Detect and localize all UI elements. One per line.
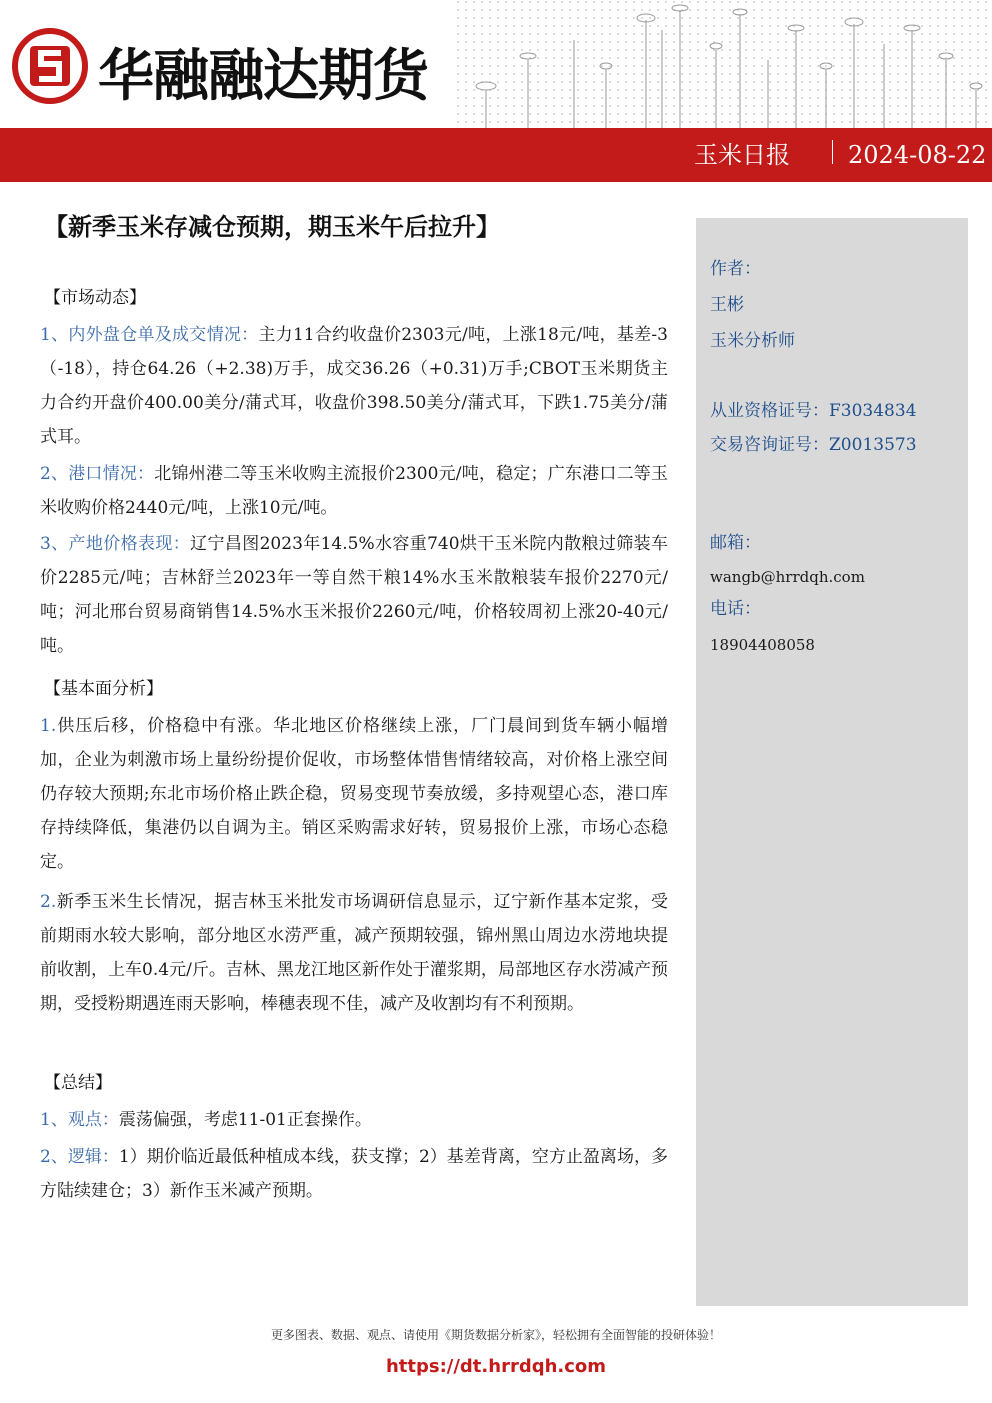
author-name: 王彬	[710, 295, 744, 315]
market-item-1	[40, 318, 668, 454]
footer-promo-text: 更多图表、数据、观点、请使用《期货数据分析家》，轻松拥有全面智能的投研体验！	[270, 1328, 721, 1342]
market-item-3-label: 3、产地价格表现：	[40, 534, 191, 554]
summary-item-2-text: 1）期价临近最低种植成本线，获支撑；2）基差背离，空方止盈离场，多方陆续建仓；3）新作玉米减产预期。	[40, 1147, 668, 1201]
phone-number: 18904408058	[710, 636, 815, 654]
fundamental-heading: 【基本面分析】	[44, 679, 163, 699]
footer-url-link[interactable]: https://dt.hrrdqh.com	[385, 1356, 607, 1377]
summary-item-2	[40, 1140, 668, 1208]
market-item-1-label: 1、内外盘仓单及成交情况：	[40, 325, 259, 345]
report-type: 玉米日报	[694, 141, 790, 169]
author-title: 玉米分析师	[710, 331, 795, 351]
company-logo-icon	[12, 28, 88, 104]
fundamental-item-2-label: 2.	[40, 892, 57, 912]
market-item-2	[40, 457, 668, 525]
market-heading: 【市场动态】	[44, 288, 146, 308]
author-label: 作者：	[710, 259, 761, 279]
qualification-number: 从业资格证号：F3034834	[710, 401, 917, 421]
summary-item-2-label: 2、逻辑：	[40, 1147, 119, 1167]
summary-heading: 【总结】	[44, 1073, 112, 1093]
author-sidebar	[696, 218, 968, 1306]
market-item-3-text: 辽宁昌图2023年14.5%水容重740烘干玉米院内散粮过筛装车价2285元/吨；吉林舒兰2023年一等自然干粮14%水玉米散粮装车报价2270元/吨；河北邢台贸易商销售14.5%水玉米报价2260元/吨，价格较周初上涨20-40元/吨。	[40, 534, 668, 656]
brand-name: 华融融达期货	[98, 44, 428, 109]
summary-item-1	[40, 1103, 668, 1137]
fundamental-item-1	[40, 709, 668, 879]
market-item-1-text: 主力11合约收盘价2303元/吨，上涨18元/吨，基差-3（-18），持仓64.26（+2.38)万手，成交36.26（+0.31)万手;CBOT玉米期货主力合约开盘价400.00美分/蒲式耳，收盘价398.50美分/蒲式耳，下跌1.75美分/蒲式耳。	[40, 325, 668, 447]
summary-item-1-label: 1、观点：	[40, 1110, 119, 1130]
fundamental-item-2	[40, 885, 668, 1021]
fundamental-item-1-text: 供压后移，价格稳中有涨。华北地区价格继续上涨，厂门晨间到货车辆小幅增加，企业为刺激市场上量纷纷提价促收，市场整体惜售情绪较高，对价格上涨空间仍存较大预期;东北市场价格止跌企稳，贸易变现节奏放缓，多持观望心态，港口库存持续降低，集港仍以自调为主。销区采购需求好转，贸易报价上涨，市场心态稳定。	[40, 716, 668, 872]
market-item-2-text: 北锦州港二等玉米收购主流报价2300元/吨，稳定；广东港口二等玉米收购价格2440元/吨，上涨10元/吨。	[40, 464, 668, 518]
summary-item-1-text: 震荡偏强，考虑11-01正套操作。	[118, 1110, 372, 1130]
fundamental-item-1-label: 1.	[40, 716, 57, 736]
email-label: 邮箱：	[710, 533, 761, 553]
consulting-number: 交易咨询证号：Z0013573	[710, 435, 917, 455]
fundamental-item-2-text: 新季玉米生长情况，据吉林玉米批发市场调研信息显示，辽宁新作基本定浆，受前期雨水较大影响，部分地区水涝严重，减产预期较强，锦州黑山周边水涝地块提前收割，上车0.4元/斤。吉林、黑龙江地区新作处于灌浆期，局部地区存水涝减产预期，受授粉期遇连雨天影响，棒穗表现不佳，减产及收割均有不利预期。	[40, 892, 668, 1014]
banner-divider	[832, 140, 833, 164]
report-date: 2024-08-22	[848, 141, 987, 169]
article-title: 【新季玉米存减仓预期，期玉米午后拉升】	[44, 212, 500, 241]
report-banner	[0, 128, 992, 182]
phone-label: 电话：	[710, 599, 761, 619]
decorative-lines-icon	[456, 0, 992, 128]
email-link[interactable]: wangb@hrrdqh.com	[710, 568, 865, 586]
market-item-3	[40, 527, 668, 663]
market-item-2-label: 2、港口情况：	[40, 464, 155, 484]
